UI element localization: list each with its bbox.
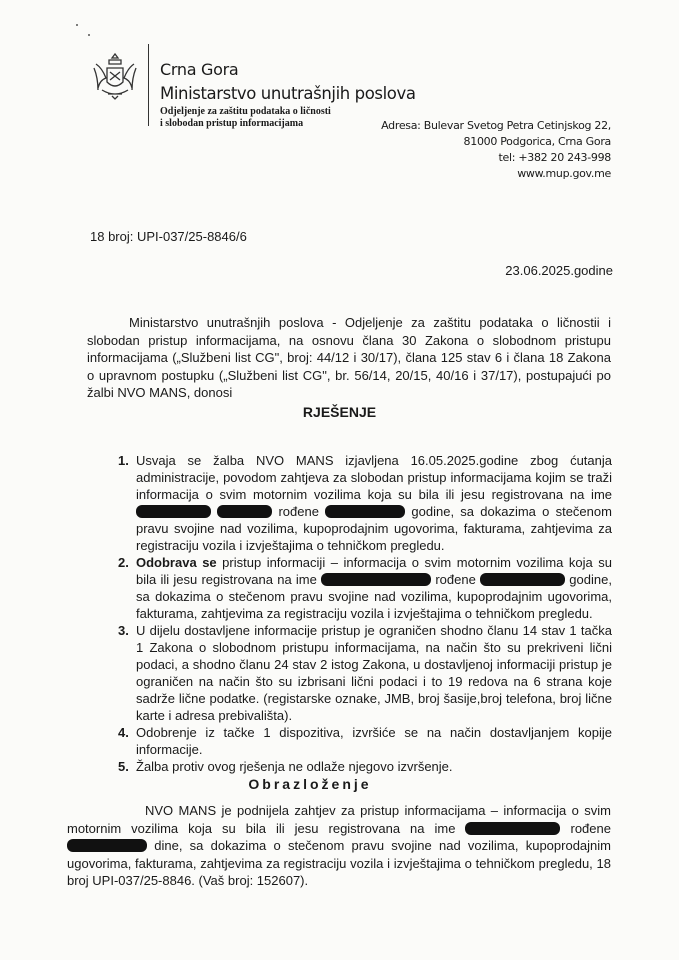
website-link[interactable]: www.mup.gov.me xyxy=(517,167,611,180)
resenje-item xyxy=(118,554,612,622)
item-text: rođene xyxy=(278,504,319,519)
country-name: Crna Gora xyxy=(160,60,239,79)
obrazlozenje-heading: Obrazloženje xyxy=(248,776,372,792)
resenje-item xyxy=(118,452,612,554)
item-bold-text: Odobrava se xyxy=(136,555,217,570)
department-line: Odjeljenje za zaštitu podataka o ličnosti xyxy=(160,106,331,117)
resenje-item xyxy=(118,758,612,775)
address-city: 81000 Podgorica, Crna Gora xyxy=(463,135,611,148)
redaction-box xyxy=(67,839,147,852)
item-text: Žalba protiv ovog rješenja ne odlaže njegovo izvršenje. xyxy=(136,759,453,774)
document-date: 23.06.2025.godine xyxy=(505,263,613,278)
item-text: godine, sa dokazima o stečenom pravu svojine nad vozilima, kupoprodajnim ugovorima, fakturama, zahtjevima za registraciju vozila i izvještajima o tehničkom pregledu. xyxy=(136,572,612,621)
item-number: 5. xyxy=(118,759,129,774)
address-street: Adresa: Bulevar Svetog Petra Cetinjskog 22, xyxy=(381,119,611,132)
address-block xyxy=(381,118,611,182)
intro-paragraph: Ministarstvo unutrašnjih poslova - Odjeljenje za zaštitu podataka o ličnostii i slobodan pristup informacijama, na osnovu člana 30 Zakona o slobodnom pristupu informacijama („Službeni list CG", broj: 44/12 i 30/17), člana 125 stav 6 i člana 18 Zakona o upravnom postupku („Službeni list CG", br. 56/14, 20/15, 40/16 i 37/17), postupajući po žalbi NVO MANS, donosi xyxy=(87,315,611,400)
redaction-box xyxy=(465,822,560,835)
item-number: 3. xyxy=(118,623,129,638)
item-text: Usvaja se žalba NVO MANS izjavljena 16.05.2025.godine zbog ćutanja administracije, povodom zahtjeva za slobodan pristup informacijama kojim se traži informacija o svim motornim vozilima koja su bila ili jesu registrovana na ime xyxy=(136,453,612,502)
reference-number: 18 broj: UPI-037/25-8846/6 xyxy=(90,229,247,244)
item-text: Odobrenje iz tačke 1 dispozitiva, izvršiće se na način dostavljanjem kopije informacije. xyxy=(136,725,612,757)
resenje-heading: RJEŠENJE xyxy=(302,404,377,420)
redaction-box xyxy=(480,573,565,586)
item-text: godine, sa dokazima o stečenom pravu svojine nad vozilima, kupoprodajnim ugovorima, fakturama, zahtjevima za registraciju vozila i izvještajima o tehničkom pregledu. xyxy=(136,504,612,553)
ministry-name: Ministarstvo unutrašnjih poslova xyxy=(160,84,416,103)
header-divider xyxy=(148,44,149,126)
paragraph-text: rođene xyxy=(570,820,611,836)
department-name xyxy=(160,106,331,130)
resenje-list xyxy=(118,452,612,775)
scan-speck xyxy=(88,34,90,36)
item-number: 1. xyxy=(118,453,129,468)
resenje-item xyxy=(118,724,612,758)
redaction-box xyxy=(136,505,211,518)
paragraph-text: NVO MANS je podnijela zahtjev za pristup informacijama – informacija o svim motornim vozilima koja su bila ili jesu registrovana na ime xyxy=(67,803,611,836)
coat-of-arms-logo xyxy=(92,50,138,100)
item-text: pristup informaciji – informacija o svim motornim vozilima koja su bila ili jesu registrovana na ime xyxy=(136,555,612,587)
redaction-box xyxy=(217,505,272,518)
redaction-box xyxy=(325,505,405,518)
redaction-box xyxy=(321,573,431,586)
item-number: 2. xyxy=(118,555,129,570)
item-text: U dijelu dostavljene informacije pristup je ograničen shodno članu 14 stav 1 tačka 1 Zakona o slobodnom pristupu informacijama, na način što su prekriveni lični podaci, a shodno članu 24 stav 2 istog Zakona, u dostavljenoj informaciji pristup je ograničen na način što su izbrisani lični podaci i to 19 redova na 6 strana koje sadrže lične podatke. (registarske oznake, JMB, broj šasije,broj telefona, broj lične karte i adresa prebivališta). xyxy=(136,623,612,723)
item-number: 4. xyxy=(118,725,129,740)
obrazlozenje-paragraph xyxy=(67,802,611,890)
department-line: i slobodan pristup informacijama xyxy=(160,118,304,129)
phone-number: tel: +382 20 243-998 xyxy=(498,151,611,164)
item-text: rođene xyxy=(435,572,476,587)
paragraph-text: dine, sa dokazima o stečenom pravu svojine nad vozilima, kupoprodajnim ugovorima, fakturama, zahtjevima za registraciju vozila i izvještajima o tehničkom pregledu, 18 broj UPI-037/25-8846. (Vaš broj: 152607). xyxy=(67,838,611,888)
resenje-item xyxy=(118,622,612,724)
scan-speck xyxy=(76,24,78,26)
